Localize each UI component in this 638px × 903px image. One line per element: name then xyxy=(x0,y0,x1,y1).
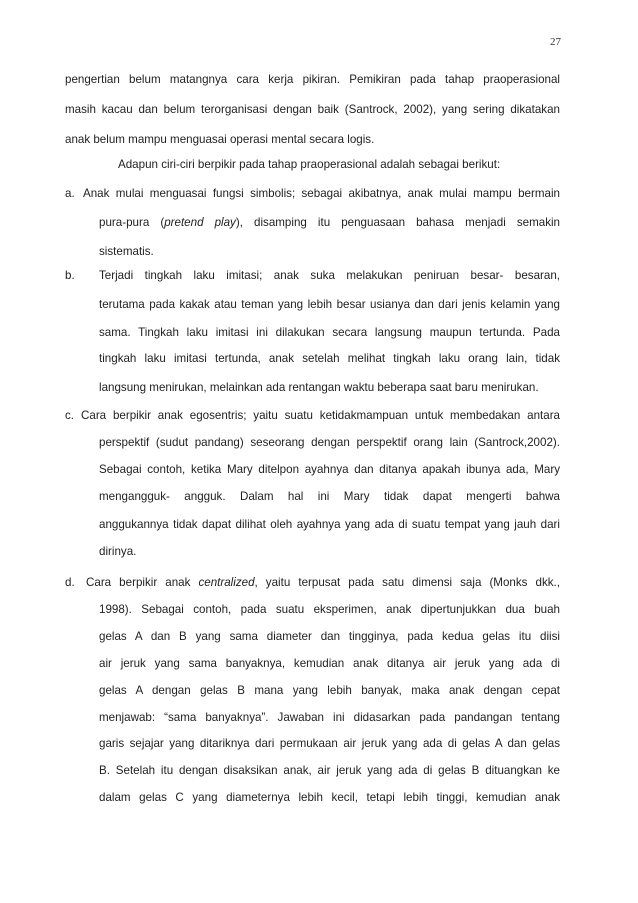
body-line: pengertian belum matangnya cara kerja pikiran. Pemikiran pada tahap praoperasional xyxy=(65,73,560,86)
list-marker-c: c. xyxy=(65,409,75,422)
list-item-c-line: dirinya. xyxy=(99,545,137,558)
list-marker-b: b. xyxy=(65,269,75,282)
page-number: 27 xyxy=(550,36,561,48)
list-item-d-line: B. Setelah itu dengan disaksikan anak, air jeruk yang ada di gelas B dituangkan ke xyxy=(99,764,560,777)
list-item-c-line: perspektif (sudut pandang) seseorang dengan perspektif orang lain (Santrock,2002). xyxy=(99,436,560,449)
list-item-d-line: air jeruk yang sama banyaknya, kemudian anak ditanya air jeruk yang ada di xyxy=(99,657,560,670)
list-item-a-line: pura-pura (pretend play), disamping itu penguasaan bahasa menjadi semakin xyxy=(99,216,561,229)
list-item-b-line: langsung menirukan, melainkan ada rentangan waktu beberapa saat baru menirukan. xyxy=(99,381,539,394)
list-item-b-line: terutama pada kakak atau teman yang lebih besar usianya dan dari jenis kelamin yang xyxy=(99,298,560,311)
list-item-b-line: sama. Tingkah laku imitasi ini dilakukan secara langsung maupun tertunda. Pada xyxy=(99,326,560,339)
list-item-a-line: sistematis. xyxy=(99,245,154,258)
list-item-d-line: Cara berpikir anak centralized, yaitu terpusat pada satu dimensi saja (Monks dkk., xyxy=(86,576,560,589)
list-item-d-line: gelas A dan B yang sama diameter dan tingginya, pada kedua gelas itu diisi xyxy=(99,630,560,643)
lead-sentence: Adapun ciri-ciri berpikir pada tahap praoperasional adalah sebagai berikut: xyxy=(118,158,501,171)
list-item-d-line: gelas A dengan gelas B mana yang lebih banyak, maka anak dengan cepat xyxy=(99,684,560,697)
list-item-d-line: menjawab: “sama banyaknya”. Jawaban ini didasarkan pada pandangan tentang xyxy=(99,711,560,724)
list-item-b-line: tingkah laku imitasi tertunda, anak setelah melihat tingkah laku orang lain, tidak xyxy=(99,352,560,365)
list-item-d-line: dalam gelas C yang diameternya lebih kecil, tetapi lebih tinggi, kemudian anak xyxy=(99,791,560,804)
list-item-c-line: mengangguk- angguk. Dalam hal ini Mary tidak dapat mengerti bahwa xyxy=(99,490,560,503)
list-item-c-line: Cara berpikir anak egosentris; yaitu suatu ketidakmampuan untuk membedakan antara xyxy=(81,409,560,422)
list-marker-d: d. xyxy=(65,576,75,589)
list-item-d-line: garis sejajar yang ditariknya dari permukaan air jeruk yang ada di gelas A dan gelas xyxy=(99,737,560,750)
body-line: masih kacau dan belum terorganisasi dengan baik (Santrock, 2002), yang sering dikatakan xyxy=(65,103,560,116)
italic-term: centralized xyxy=(198,576,255,589)
list-item-c-line: Sebagai contoh, ketika Mary ditelpon ayahnya dan ditanya apakah ibunya ada, Mary xyxy=(99,463,560,476)
list-item-b-line: Terjadi tingkah laku imitasi; anak suka melakukan peniruan besar- besaran, xyxy=(99,269,560,282)
list-item-a-line: Anak mulai menguasai fungsi simbolis; sebagai akibatnya, anak mulai mampu bermain xyxy=(83,187,560,200)
body-line: anak belum mampu menguasai operasi mental secara logis. xyxy=(65,133,375,146)
list-marker-a: a. xyxy=(65,187,75,200)
list-item-d-line: 1998). Sebagai contoh, pada suatu eksperimen, anak dipertunjukkan dua buah xyxy=(99,603,560,616)
list-item-c-line: anggukannya tidak dapat dilihat oleh ayahnya yang ada di suatu tempat yang jauh dari xyxy=(99,518,560,531)
italic-term: pretend play xyxy=(164,216,236,229)
